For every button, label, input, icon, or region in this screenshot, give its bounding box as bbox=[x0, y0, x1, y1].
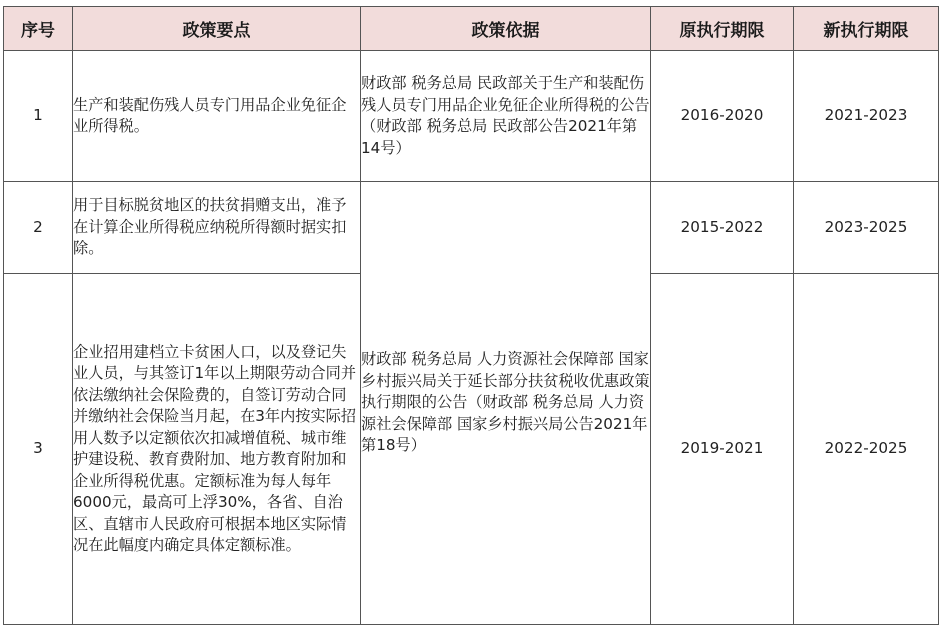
shared-policy-basis-cell: 财政部 税务总局 人力资源社会保障部 国家乡村振兴局关于延长部分扶贫税收优惠政策执行期限的公告（财政部 税务总局 人力资源社会保障部 国家乡村振兴局公告2021年第18号） bbox=[361, 182, 651, 625]
header-number: 序号 bbox=[4, 7, 73, 51]
new-period-cell: 2023-2025 bbox=[794, 182, 939, 274]
policy-point-cell: 企业招用建档立卡贫困人口，以及登记失业人员，与其签订1年以上期限劳动合同并依法缴纳社会保险费的，自签订劳动合同并缴纳社会保险当月起，在3年内按实际招用人数予以定额依次扣减增值税、城市维护建设税、教育费附加、地方教育附加和企业所得税优惠。定额标准为每人每年6000元，最高可上浮30%，各省、自治区、直辖市人民政府可根据本地区实际情况在此幅度内确定具体定额标准。 bbox=[73, 274, 361, 625]
row-number: 1 bbox=[4, 51, 73, 182]
header-policy-point: 政策要点 bbox=[73, 7, 361, 51]
table-row bbox=[4, 182, 939, 274]
new-period-cell: 2021-2023 bbox=[794, 51, 939, 182]
policy-basis-cell: 财政部 税务总局 民政部关于生产和装配伤残人员专门用品企业免征企业所得税的公告（财政部 税务总局 民政部公告2021年第14号） bbox=[361, 51, 651, 182]
header-original-period: 原执行期限 bbox=[651, 7, 794, 51]
original-period-cell: 2019-2021 bbox=[651, 274, 794, 625]
header-policy-basis: 政策依据 bbox=[361, 7, 651, 51]
row-number: 3 bbox=[4, 274, 73, 625]
policy-point-cell: 用于目标脱贫地区的扶贫捐赠支出，准予在计算企业所得税应纳税所得额时据实扣除。 bbox=[73, 182, 361, 274]
table-row bbox=[4, 51, 939, 182]
row-number: 2 bbox=[4, 182, 73, 274]
policy-point-cell: 生产和装配伤残人员专门用品企业免征企业所得税。 bbox=[73, 51, 361, 182]
header-new-period: 新执行期限 bbox=[794, 7, 939, 51]
original-period-cell: 2016-2020 bbox=[651, 51, 794, 182]
table-header-row bbox=[4, 7, 939, 51]
original-period-cell: 2015-2022 bbox=[651, 182, 794, 274]
policy-table bbox=[3, 6, 939, 625]
new-period-cell: 2022-2025 bbox=[794, 274, 939, 625]
